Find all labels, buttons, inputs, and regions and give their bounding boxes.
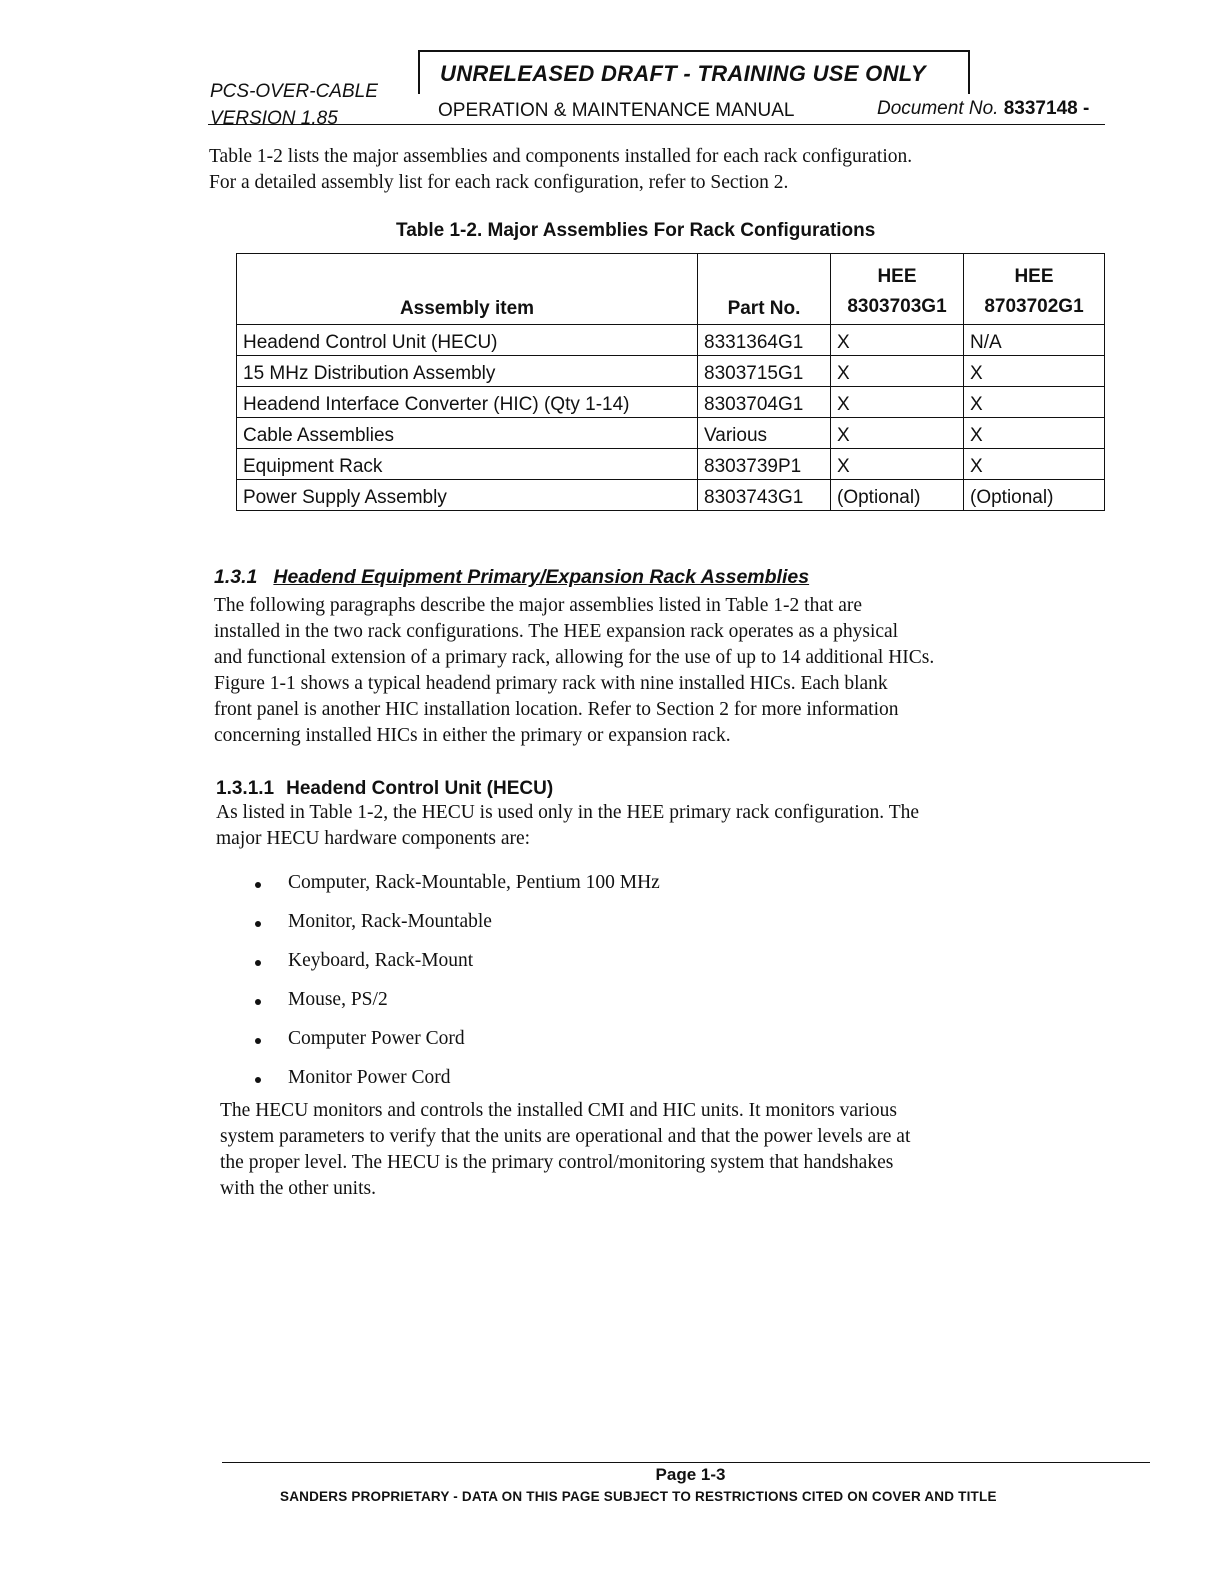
table-row — [237, 325, 1105, 356]
list-item — [252, 870, 660, 909]
bullet-icon — [255, 882, 261, 888]
list-item-text: Keyboard, Rack-Mount — [288, 950, 474, 971]
bullet-icon — [255, 1038, 261, 1044]
cell-expansion: X — [964, 449, 1105, 480]
cell-item: Cable Assemblies — [237, 418, 698, 449]
bullet-icon — [255, 999, 261, 1005]
list-item-text: Computer, Rack-Mountable, Pentium 100 MHz — [288, 872, 660, 893]
bullet-icon — [255, 960, 261, 966]
cell-item: Power Supply Assembly — [237, 480, 698, 511]
paragraph-line: installed in the two rack configurations. The HEE expansion rack operates as a physical — [214, 621, 899, 642]
cell-item: 15 MHz Distribution Assembly — [237, 356, 698, 387]
product-name: PCS-OVER-CABLE — [210, 81, 378, 102]
section-heading-1-3-1 — [214, 566, 809, 589]
list-item-text: Monitor Power Cord — [288, 1067, 451, 1088]
cell-expansion: N/A — [964, 325, 1105, 356]
draft-banner-text: UNRELEASED DRAFT - TRAINING USE ONLY — [440, 61, 926, 86]
paragraph-line: and functional extension of a primary rack, allowing for the use of up to 14 additional HICs. — [214, 647, 935, 668]
paragraph-line: As listed in Table 1-2, the HECU is used only in the HEE primary rack configuration. The — [216, 802, 920, 823]
intro-paragraph — [209, 144, 1109, 196]
paragraph-line: with the other units. — [220, 1178, 376, 1199]
list-item-text: Monitor, Rack-Mountable — [288, 911, 492, 932]
paragraph-line: front panel is another HIC installation location. Refer to Section 2 for more information — [214, 699, 899, 720]
paragraph-line: concerning installed HICs in either the primary or expansion rack. — [214, 725, 731, 746]
header-hee-number: 8303703G1 — [847, 296, 947, 317]
cell-expansion: X — [964, 387, 1105, 418]
bullet-icon — [255, 1077, 261, 1083]
table-header-row — [237, 254, 1105, 325]
list-item-text: Mouse, PS/2 — [288, 989, 388, 1010]
intro-line: For a detailed assembly list for each rack configuration, refer to Section 2. — [209, 172, 789, 193]
section-number: 1.3.1.1 — [216, 778, 275, 799]
cell-primary: (Optional) — [831, 480, 964, 511]
manual-title: OPERATION & MAINTENANCE MANUAL — [438, 100, 795, 121]
header-hee-expansion — [964, 254, 1105, 325]
cell-part: 8331364G1 — [698, 325, 831, 356]
table-row — [237, 356, 1105, 387]
list-item — [252, 909, 660, 948]
header-hee-number: 8703702G1 — [984, 296, 1084, 317]
assemblies-table — [236, 253, 1105, 511]
paragraph-line: The following paragraphs describe the major assemblies listed in Table 1-2 that are — [214, 595, 863, 616]
section-title: Headend Equipment Primary/Expansion Rack Assemblies — [273, 566, 810, 588]
cell-primary: X — [831, 387, 964, 418]
table-row — [237, 418, 1105, 449]
cell-primary: X — [831, 449, 964, 480]
cell-item: Headend Control Unit (HECU) — [237, 325, 698, 356]
cell-part: 8303743G1 — [698, 480, 831, 511]
list-item-text: Computer Power Cord — [288, 1028, 465, 1049]
paragraph-line: Figure 1-1 shows a typical headend primary rack with nine installed HICs. Each blank — [214, 673, 888, 694]
header-hee-label: HEE — [877, 266, 917, 287]
document-number-value: 8337148 - — [1003, 98, 1090, 119]
cell-expansion: X — [964, 418, 1105, 449]
table-row — [237, 480, 1105, 511]
paragraph-line: The HECU monitors and controls the installed CMI and HIC units. It monitors various — [220, 1100, 898, 1121]
section-title: Headend Control Unit (HECU) — [286, 778, 554, 799]
paragraph-line: the proper level. The HECU is the primary control/monitoring system that handshakes — [220, 1152, 894, 1173]
cell-part: 8303739P1 — [698, 449, 831, 480]
cell-expansion: (Optional) — [964, 480, 1105, 511]
paragraph-line: major HECU hardware components are: — [216, 828, 531, 849]
hecu-components-list — [252, 870, 660, 1104]
cell-expansion: X — [964, 356, 1105, 387]
cell-part: 8303715G1 — [698, 356, 831, 387]
section-number: 1.3.1 — [214, 566, 258, 588]
document-number — [877, 98, 1089, 120]
table-row — [237, 387, 1105, 418]
footer-divider — [222, 1462, 1150, 1463]
bullet-icon — [255, 921, 261, 927]
list-item — [252, 1026, 660, 1065]
list-item — [252, 987, 660, 1026]
table-title: Table 1-2. Major Assemblies For Rack Configurations — [396, 220, 876, 241]
section-1-3-1-1-intro — [216, 800, 1126, 852]
hecu-description-paragraph — [220, 1098, 1140, 1202]
product-version: VERSION 1.85 — [210, 108, 338, 129]
section-1-3-1-paragraph — [214, 593, 1124, 749]
cell-part: Various — [698, 418, 831, 449]
cell-primary: X — [831, 325, 964, 356]
cell-item: Equipment Rack — [237, 449, 698, 480]
table-row — [237, 449, 1105, 480]
cell-primary: X — [831, 418, 964, 449]
header-part-no: Part No. — [698, 254, 831, 325]
draft-banner — [418, 50, 970, 94]
header-assembly-item: Assembly item — [237, 254, 698, 325]
cell-part: 8303704G1 — [698, 387, 831, 418]
paragraph-line: system parameters to verify that the units are operational and that the power levels are at — [220, 1126, 911, 1147]
proprietary-notice: SANDERS PROPRIETARY - DATA ON THIS PAGE SUBJECT TO RESTRICTIONS CITED ON COVER AND TITLE — [280, 1489, 997, 1504]
cell-primary: X — [831, 356, 964, 387]
page-number: Page 1-3 — [655, 1465, 726, 1484]
section-heading-1-3-1-1 — [216, 778, 553, 800]
header-hee-label: HEE — [1014, 266, 1054, 287]
document-number-label: Document No. — [877, 98, 999, 119]
cell-item: Headend Interface Converter (HIC) (Qty 1-14) — [237, 387, 698, 418]
header-divider — [208, 124, 1105, 125]
list-item — [252, 948, 660, 987]
intro-line: Table 1-2 lists the major assemblies and components installed for each rack configuration. — [209, 146, 913, 167]
header-hee-primary — [831, 254, 964, 325]
